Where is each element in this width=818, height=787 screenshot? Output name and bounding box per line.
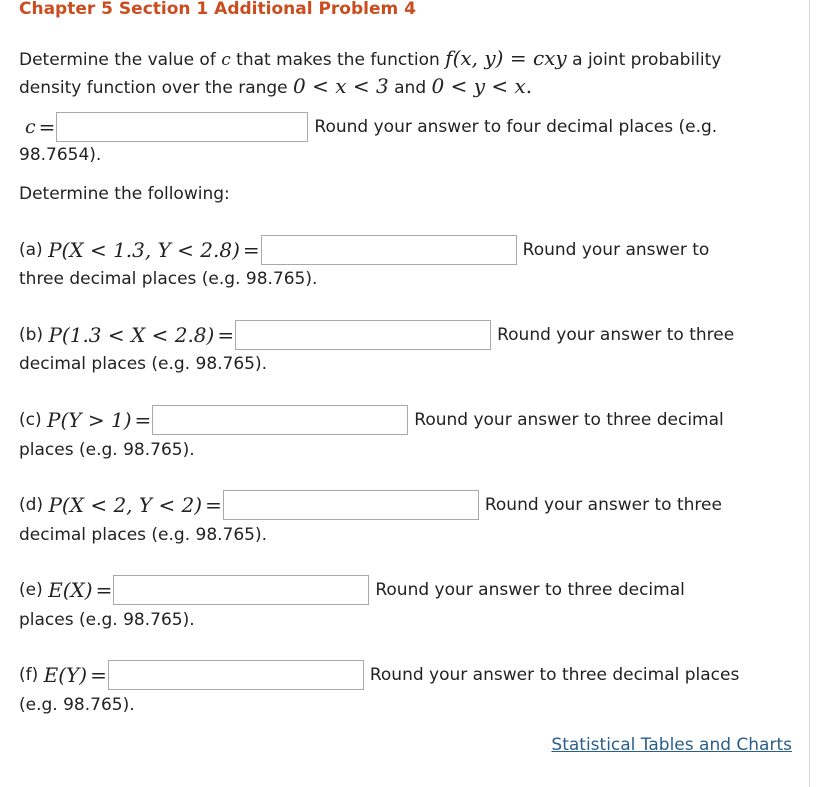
part-e-row bbox=[19, 574, 685, 606]
equals-sign: = bbox=[90, 663, 107, 687]
intro-text: that makes the function bbox=[230, 50, 446, 70]
part-b-instruction-cont: decimal places (e.g. 98.765). bbox=[19, 354, 268, 374]
c-answer-row bbox=[19, 111, 717, 143]
part-b-instruction: Round your answer to three bbox=[497, 325, 735, 345]
part-a-instruction: Round your answer to bbox=[522, 240, 710, 260]
part-e-instruction-cont: places (e.g. 98.765). bbox=[19, 610, 195, 630]
equals-sign: = bbox=[38, 115, 56, 139]
part-c-instruction: Round your answer to three decimal bbox=[414, 410, 724, 430]
equals-sign: = bbox=[95, 578, 113, 602]
part-tag: (d) bbox=[19, 495, 44, 515]
equals-sign: = bbox=[205, 493, 222, 517]
part-a-row bbox=[19, 234, 709, 266]
c-instruction: Round your answer to four decimal places (e.g. bbox=[314, 117, 718, 137]
part-f-instruction: Round your answer to three decimal places bbox=[369, 665, 740, 685]
equals-sign: = bbox=[134, 408, 152, 432]
part-tag: (e) bbox=[19, 580, 43, 600]
c-instruction-cont: 98.7654). bbox=[19, 145, 102, 165]
part-c-row bbox=[19, 404, 724, 436]
page-title: Chapter 5 Section 1 Additional Problem 4 bbox=[19, 0, 416, 19]
part-a-expression: P(X < 1.3, Y < 2.8) bbox=[48, 238, 240, 262]
statistical-tables-link[interactable]: Statistical Tables and Charts bbox=[551, 735, 792, 755]
intro-line-2 bbox=[19, 75, 532, 99]
part-e-expression: E(X) bbox=[48, 578, 93, 602]
range-y: 0 < y < x. bbox=[431, 74, 533, 98]
part-e-input[interactable] bbox=[113, 575, 369, 605]
equals-sign: = bbox=[217, 323, 235, 347]
part-c-expression: P(Y > 1) bbox=[47, 408, 132, 432]
part-d-row bbox=[19, 489, 722, 521]
part-b-expression: P(1.3 < X < 2.8) bbox=[48, 323, 215, 347]
part-a-instruction-cont: three decimal places (e.g. 98.765). bbox=[19, 269, 318, 289]
part-tag: (a) bbox=[19, 240, 43, 260]
part-d-instruction-cont: decimal places (e.g. 98.765). bbox=[19, 525, 268, 545]
part-a-input[interactable] bbox=[261, 235, 517, 265]
part-tag: (f) bbox=[19, 665, 39, 685]
intro-line-1 bbox=[19, 47, 721, 71]
part-d-expression: P(X < 2, Y < 2) bbox=[48, 493, 203, 517]
c-answer-input[interactable] bbox=[56, 112, 308, 142]
frame-border bbox=[809, 0, 810, 787]
part-d-input[interactable] bbox=[223, 490, 479, 520]
part-f-row bbox=[19, 659, 739, 691]
part-tag: (c) bbox=[19, 410, 42, 430]
part-f-input[interactable] bbox=[108, 660, 364, 690]
intro-text: density function over the range bbox=[19, 78, 294, 98]
part-c-instruction-cont: places (e.g. 98.765). bbox=[19, 440, 195, 460]
range-x: 0 < x < 3 bbox=[293, 74, 389, 98]
equals-sign: = bbox=[242, 238, 260, 262]
function-expression: f(x, y) = cxy bbox=[445, 46, 567, 70]
part-e-instruction: Round your answer to three decimal bbox=[375, 580, 685, 600]
intro-text: and bbox=[388, 78, 432, 98]
part-c-input[interactable] bbox=[152, 405, 408, 435]
part-d-instruction: Round your answer to three bbox=[484, 495, 722, 515]
c-label: c bbox=[25, 116, 36, 138]
part-tag: (b) bbox=[19, 325, 44, 345]
determine-heading: Determine the following: bbox=[19, 184, 230, 204]
c-variable: c bbox=[221, 50, 231, 70]
part-b-row bbox=[19, 319, 734, 351]
part-b-input[interactable] bbox=[235, 320, 491, 350]
part-f-instruction-cont: (e.g. 98.765). bbox=[19, 695, 135, 715]
intro-text: a joint probability bbox=[566, 50, 722, 70]
intro-text: Determine the value of bbox=[19, 50, 222, 70]
part-f-expression: E(Y) bbox=[43, 663, 88, 687]
